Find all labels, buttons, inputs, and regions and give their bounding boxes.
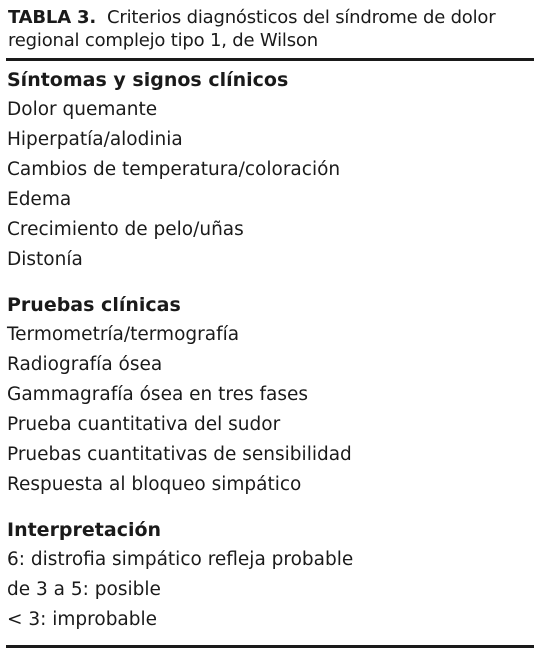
- table-document: [6, 6, 534, 635]
- section-heading: Síntomas y signos clínicos: [7, 69, 289, 91]
- list-item: Respuesta al bloqueo simpático: [7, 474, 302, 495]
- list-item: Pruebas cuantitativas de sensibilidad: [7, 444, 352, 465]
- section-sintomas: [6, 65, 534, 275]
- list-item: Prueba cuantitativa del sudor: [7, 414, 281, 435]
- list-item: < 3: improbable: [7, 609, 158, 630]
- section-heading: Pruebas clínicas: [7, 294, 181, 316]
- section-pruebas: [6, 290, 534, 500]
- table-caption: [6, 6, 534, 52]
- list-item: Hiperpatía/alodinia: [7, 129, 183, 150]
- list-item: Radiografía ósea: [7, 354, 163, 375]
- list-item: Edema: [7, 189, 72, 210]
- list-item: Termometría/termografía: [7, 324, 240, 345]
- section-interpretacion: [6, 515, 534, 635]
- list-item: Dolor quemante: [7, 99, 158, 120]
- list-item: Distonía: [7, 249, 83, 270]
- table-caption-label: TABLA 3.: [8, 7, 96, 28]
- bottom-rule: [6, 645, 534, 648]
- top-rule: [6, 58, 534, 61]
- list-item: de 3 a 5: posible: [7, 579, 161, 600]
- list-item: 6: distrofia simpático refleja probable: [7, 549, 354, 570]
- list-item: Gammagrafía ósea en tres fases: [7, 384, 309, 405]
- section-heading: Interpretación: [7, 519, 162, 541]
- list-item: Cambios de temperatura/coloración: [7, 159, 341, 180]
- list-item: Crecimiento de pelo/uñas: [7, 219, 244, 240]
- table-caption-text: Criterios diagnósticos del síndrome de dolor regional complejo tipo 1, de Wilson: [8, 7, 496, 51]
